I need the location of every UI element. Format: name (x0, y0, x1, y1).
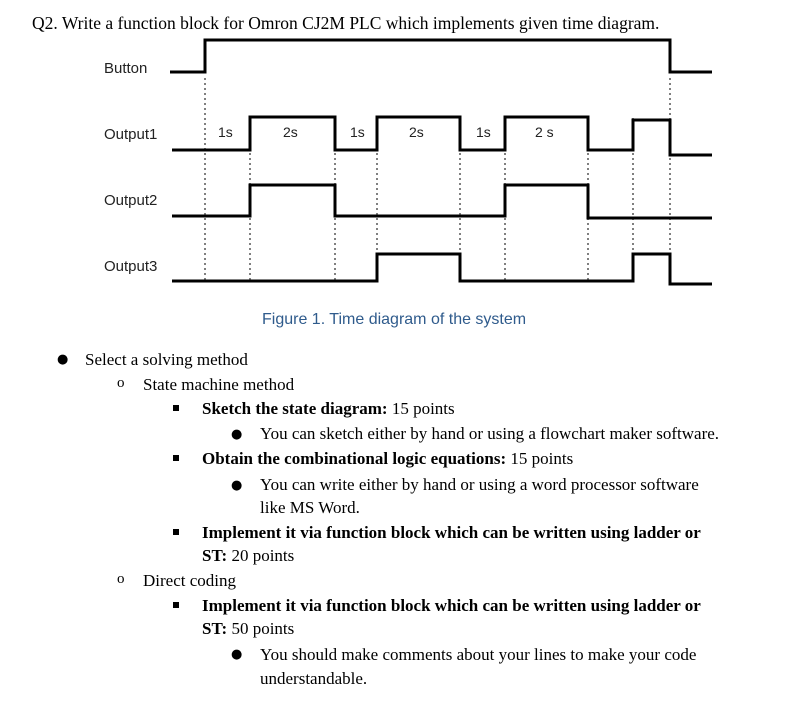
button-waveform (170, 40, 712, 72)
duration-label: 2s (409, 124, 424, 140)
question-title: Q2. Write a function block for Omron CJ2M PLC which implements given time diagram. (32, 13, 660, 33)
list-item-sketch (202, 399, 455, 419)
bullet-square (173, 455, 179, 461)
list-item-implement-sm-line2 (202, 546, 294, 566)
sketch-points: 15 points (387, 399, 455, 418)
bullet-circle: o (117, 375, 125, 391)
list-item-state-machine: State machine method (143, 375, 295, 394)
list-item-implement-sm-line1: Implement it via function block which can be written using ladder or (202, 523, 701, 542)
bullet-square (173, 602, 179, 608)
duration-label: 1s (218, 124, 233, 140)
output2-waveform (172, 185, 712, 218)
duration-label: 2 s (535, 124, 554, 140)
equations-points: 15 points (506, 449, 574, 468)
list-item-implement-dc-line1: Implement it via function block which can be written using ladder or (202, 596, 701, 615)
list-subitem-comments-line1: You should make comments about your lines to make your code (260, 645, 697, 664)
list-subitem-equations-line2: like MS Word. (260, 498, 360, 517)
list-item-level1: Select a solving method (85, 350, 248, 369)
bullet-dot: ● (231, 647, 243, 662)
bullet-square (173, 529, 179, 535)
implement-sm-points: 20 points (227, 546, 295, 565)
output1-waveform (172, 117, 712, 155)
bullet-dot: ● (231, 427, 243, 442)
duration-label: 2s (283, 124, 298, 140)
list-item-implement-dc-line2 (202, 619, 294, 639)
list-subitem-sketch: You can sketch either by hand or using a flowchart maker software. (260, 424, 720, 443)
figure-caption: Figure 1. Time diagram of the system (262, 311, 527, 328)
bullet-dot: ● (231, 478, 243, 493)
sketch-label: Sketch the state diagram: (202, 399, 388, 418)
bullet-square (173, 405, 179, 411)
signal-label-output2: Output2 (104, 192, 158, 209)
duration-label: 1s (476, 124, 491, 140)
duration-label: 1s (350, 124, 365, 140)
signal-label-output3: Output3 (104, 258, 158, 275)
equations-label: Obtain the combinational logic equations: (202, 449, 507, 468)
bullet-dot: ● (57, 352, 69, 367)
list-subitem-comments-line2: understandable. (260, 669, 368, 688)
signal-label-output1: Output1 (104, 126, 158, 143)
implement-dc-st: ST: (202, 619, 228, 638)
list-subitem-equations-line1: You can write either by hand or using a word processor software (260, 475, 699, 494)
list-item-equations (202, 449, 573, 469)
timing-diagram (0, 0, 810, 300)
bullet-circle: o (117, 571, 125, 587)
implement-sm-st: ST: (202, 546, 228, 565)
signal-label-button: Button (104, 60, 148, 77)
implement-dc-points: 50 points (227, 619, 295, 638)
list-item-direct-coding: Direct coding (143, 571, 236, 590)
output3-waveform (172, 254, 712, 284)
